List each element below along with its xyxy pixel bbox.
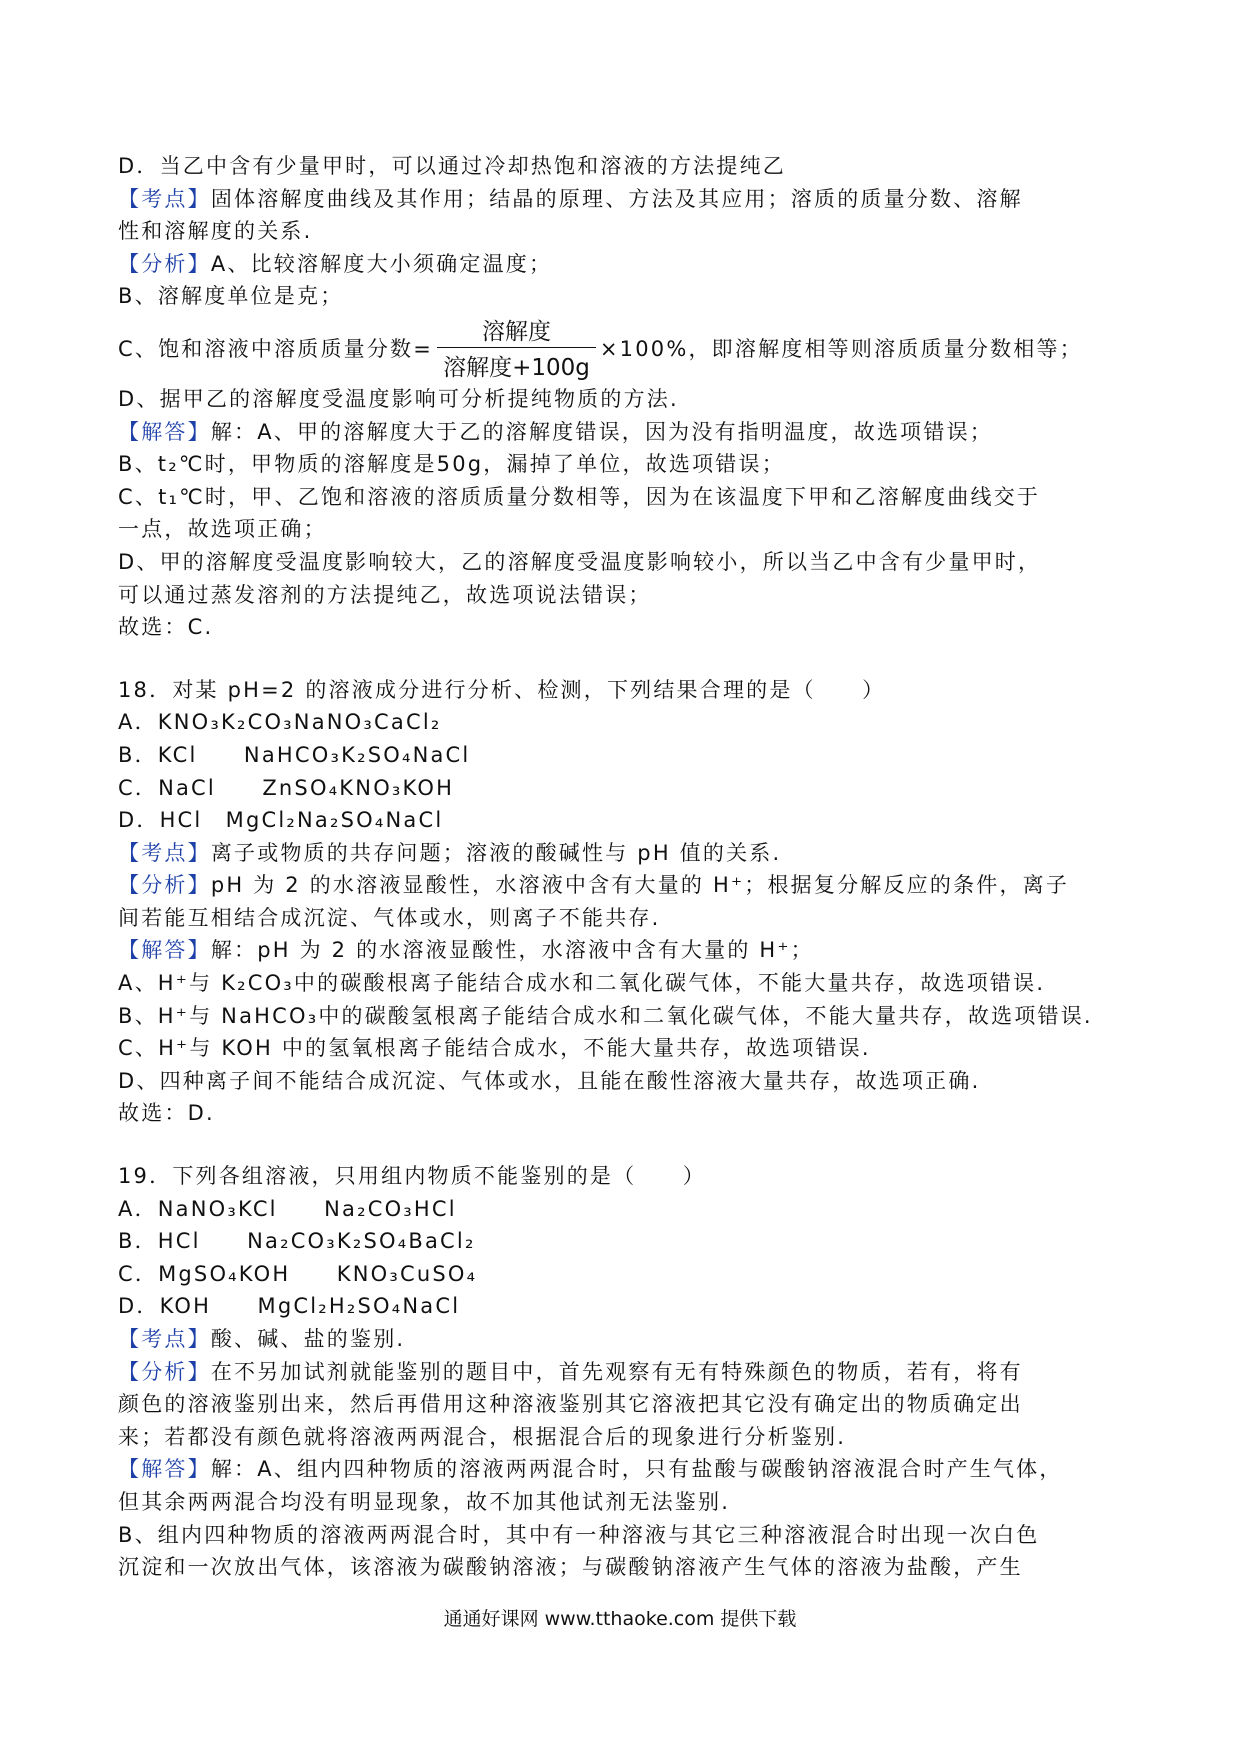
text-line [118, 1421, 1128, 1454]
text-line [118, 967, 1128, 1000]
line-text: 19．下列各组溶液，只用组内物质不能鉴别的是（ ） [118, 1164, 706, 1189]
line-text: 可以通过蒸发溶剂的方法提纯乙，故选项说法错误； [118, 582, 652, 607]
line-text: 固体溶解度曲线及其作用；结晶的原理、方法及其应用；溶质的质量分数、溶解 [210, 186, 1023, 211]
line-text: 故选：C. [118, 615, 214, 640]
text-line [118, 739, 1128, 772]
text-line [118, 1323, 1128, 1356]
text-line [118, 150, 1128, 183]
text-line [118, 1388, 1128, 1421]
text-line [118, 837, 1128, 870]
text-line [118, 416, 1128, 449]
section-tag: 【考点】 [118, 186, 211, 211]
text-line [118, 248, 1128, 281]
text-line [118, 280, 1128, 313]
line-text: D、据甲乙的溶解度受温度影响可分析提纯物质的方法. [118, 386, 679, 411]
line-text: B、t₂℃时，甲物质的溶解度是50g，漏掉了单位，故选项错误； [118, 452, 785, 477]
line-text: B．HCl Na₂CO₃K₂SO₄BaCl₂ [118, 1229, 476, 1254]
line-text: B、H⁺与 NaHCO₃中的碳酸氢根离子能结合成水和二氧化碳气体，不能大量共存，故选项错误. [118, 1003, 1093, 1028]
line-text: 间若能互相结合成沉淀、气体或水，则离子不能共存. [118, 905, 661, 930]
line-text: 解：pH 为 2 的水溶液显酸性，水溶液中含有大量的 H⁺； [210, 938, 814, 963]
text-line [118, 1258, 1128, 1291]
line-text: D．KOH MgCl₂H₂SO₄NaCl [118, 1294, 461, 1319]
section-tag: 【分析】 [118, 251, 211, 276]
line-text: A、H⁺与 K₂CO₃中的碳酸根离子能结合成水和二氧化碳气体，不能大量共存，故选项错误. [118, 971, 1046, 996]
line-text: B．KCl NaHCO₃K₂SO₄NaCl [118, 742, 471, 767]
fraction-numerator: 溶解度 [481, 319, 551, 346]
line-text: D、四种离子间不能结合成沉淀、气体或水，且能在酸性溶液大量共存，故选项正确. [118, 1068, 981, 1093]
line-text: 沉淀和一次放出气体，该溶液为碳酸钠溶液；与碳酸钠溶液产生气体的溶液为盐酸，产生 [118, 1555, 1023, 1580]
text-line [118, 869, 1128, 902]
text-line [118, 706, 1128, 739]
line-text: 解：A、甲的溶解度大于乙的溶解度错误，因为没有指明温度，故选项错误； [210, 419, 993, 444]
line-text: 离子或物质的共存问题；溶液的酸碱性与 pH 值的关系. [210, 840, 782, 865]
line-text: C．NaCl ZnSO₄KNO₃KOH [118, 775, 455, 800]
section-tag: 【解答】 [118, 419, 211, 444]
line-text: 来；若都没有颜色就将溶液两两混合，根据混合后的现象进行分析鉴别. [118, 1424, 847, 1449]
formula-line [118, 313, 1128, 383]
text-line [118, 1193, 1128, 1226]
text-line [118, 1097, 1128, 1130]
section-tag: 【分析】 [118, 1359, 211, 1384]
text-line [118, 934, 1128, 967]
line-text: D、甲的溶解度受温度影响较大，乙的溶解度受温度影响较小，所以当乙中含有少量甲时， [118, 549, 1042, 574]
text-line [118, 1000, 1128, 1033]
line-text: C、H⁺与 KOH 中的氢氧根离子能结合成水，不能大量共存，故选项错误. [118, 1036, 871, 1061]
line-text: B、组内四种物质的溶液两两混合时，其中有一种溶液与其它三种溶液混合时出现一次白色 [118, 1522, 1040, 1547]
line-text: pH 为 2 的水溶液显酸性，水溶液中含有大量的 H⁺；根据复分解反应的条件，离子 [210, 873, 1070, 898]
text-line [118, 546, 1128, 579]
section-tag: 【解答】 [118, 938, 211, 963]
text-line [118, 1486, 1128, 1519]
formula-prefix: C、饱和溶液中溶质质量分数= [118, 336, 434, 361]
section-tag: 【解答】 [118, 1457, 211, 1482]
text-line [118, 513, 1128, 546]
section-tag: 【考点】 [118, 840, 211, 865]
text-line [118, 1290, 1128, 1323]
line-text: 一点，故选项正确； [118, 517, 327, 542]
text-line [118, 383, 1128, 416]
line-text: 故选：D. [118, 1101, 215, 1126]
line-text: A、比较溶解度大小须确定温度； [210, 251, 553, 276]
text-line [118, 1453, 1128, 1486]
text-line [118, 1551, 1128, 1584]
line-text: D．当乙中含有少量甲时，可以通过冷却热饱和溶液的方法提纯乙 [118, 154, 786, 178]
line-text: 解：A、组内四种物质的溶液两两混合时，只有盐酸与碳酸钠溶液混合时产生气体， [210, 1457, 1063, 1482]
text-line [118, 611, 1128, 644]
text-line [118, 1356, 1128, 1389]
text-line [118, 215, 1128, 248]
section-tag: 【分析】 [118, 873, 211, 898]
question-stem [118, 674, 1128, 707]
line-text: C、t₁℃时，甲、乙饱和溶液的溶质质量分数相等，因为在该温度下甲和乙溶解度曲线交于 [118, 484, 1041, 509]
line-text: C．MgSO₄KOH KNO₃CuSO₄ [118, 1261, 478, 1286]
line-text: 在不另加试剂就能鉴别的题目中，首先观察有无有特殊颜色的物质，若有，将有 [210, 1359, 1023, 1384]
line-text: 酸、碱、盐的鉴别. [210, 1327, 406, 1351]
question-stem [118, 1160, 1128, 1193]
text-line [118, 1065, 1128, 1098]
line-text: 颜色的溶液鉴别出来，然后再借用这种溶液鉴别其它溶液把其它没有确定出的物质确定出 [118, 1392, 1023, 1417]
text-line [118, 772, 1128, 805]
fraction [437, 313, 596, 382]
text-line [118, 183, 1128, 216]
line-text: D．HCl MgCl₂Na₂SO₄NaCl [118, 808, 444, 833]
section-tag: 【考点】 [118, 1327, 211, 1351]
text-line [118, 1519, 1128, 1552]
text-line [118, 1225, 1128, 1258]
line-text: 但其余两两混合均没有明显现象，故不加其他试剂无法鉴别. [118, 1489, 731, 1514]
document-body [118, 150, 1128, 1584]
text-line [118, 902, 1128, 935]
text-line [118, 448, 1128, 481]
text-line [118, 804, 1128, 837]
line-text: 18．对某 pH=2 的溶液成分进行分析、检测，下列结果合理的是（ ） [118, 677, 886, 702]
page-footer: 通通好课网 www.tthaoke.com 提供下载 [443, 1608, 797, 1630]
text-line [118, 481, 1128, 514]
line-text: A．NaNO₃KCl Na₂CO₃HCl [118, 1196, 457, 1221]
line-text: B、溶解度单位是克； [118, 284, 344, 309]
fraction-denominator: 溶解度+100g [443, 355, 590, 382]
formula-suffix: ×100%，即溶解度相等则溶质质量分数相等； [599, 336, 1083, 361]
line-text: 性和溶解度的关系. [118, 219, 313, 244]
text-line [118, 579, 1128, 612]
text-line [118, 1032, 1128, 1065]
line-text: A．KNO₃K₂CO₃NaNO₃CaCl₂ [118, 710, 442, 735]
